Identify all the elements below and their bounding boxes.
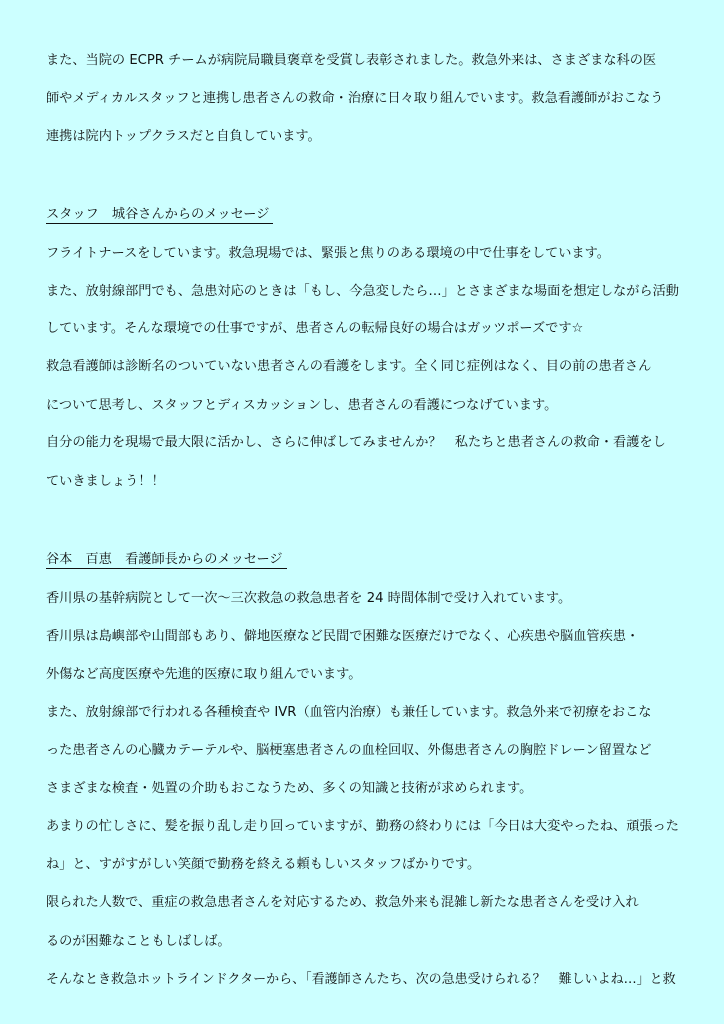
paragraph-line: ね」と、すがすがしい笑顔で勤務を終える頼もしいスタッフばかりです。 xyxy=(46,857,481,872)
paragraph-line: また、放射線部で行われる各種検査や IVR（血管内治療）も兼任しています。救急外来で初療をおこな xyxy=(46,705,652,720)
paragraph-line: そんなとき救急ホットラインドクターから、「看護師さんたち、次の急患受けられる？ 難しいよね…」と救 xyxy=(46,972,676,987)
paragraph-line: さまざまな検査・処置の介助もおこなうため、多くの知識と技術が求められます。 xyxy=(46,781,533,796)
paragraph-line: 師やメディカルスタッフと連携し患者さんの救命・治療に日々取り組んでいます。救急看護師がおこなう xyxy=(46,91,664,106)
paragraph-line: 外傷など高度医療や先進的医療に取り組んでいます。 xyxy=(46,667,362,682)
paragraph-line: 香川県の基幹病院として一次～三次救急の救急患者を 24 時間体制で受け入れています。 xyxy=(46,591,572,606)
paragraph-line: について思考し、スタッフとディスカッションし、患者さんの看護につなげています。 xyxy=(46,398,558,413)
paragraph-line: あまりの忙しさに、髪を振り乱し走り回っていますが、勤務の終わりには「今日は大変やったね、頑張った xyxy=(46,819,679,834)
paragraph-line: 連携は院内トップクラスだと自負しています。 xyxy=(46,129,321,144)
paragraph-line: また、当院の ECPR チームが病院局職員褒章を受賞し表彰されました。救急外来は、さまざまな科の医 xyxy=(46,53,657,68)
paragraph-line: 自分の能力を現場で最大限に活かし、さらに伸ばしてみませんか？ 私たちと患者さんの救命・看護をし xyxy=(46,435,666,450)
paragraph-line: また、放射線部門でも、急患対応のときは「もし、今急変したら…」とさまざまな場面を想定しながら活動 xyxy=(46,284,679,299)
paragraph-line: フライトナースをしています。救急現場では、緊張と焦りのある環境の中で仕事をしています。 xyxy=(46,246,610,261)
paragraph-line: ていきましょう！！ xyxy=(46,474,165,489)
paragraph-line: るのが困難なこともしばしば。 xyxy=(46,934,231,949)
section-heading-staff-message: スタッフ 城谷さんからのメッセージ xyxy=(46,207,273,224)
paragraph-line: った患者さんの心臓カテーテルや、脳梗塞患者さんの血栓回収、外傷患者さんの胸腔ドレーン留置など xyxy=(46,743,652,758)
paragraph-line: 限られた人数で、重症の救急患者さんを対応するため、救急外来も混雑し新たな患者さんを受け入れ xyxy=(46,895,639,910)
paragraph-line: 香川県は島嶼部や山間部もあり、僻地医療など民間で困難な医療だけでなく、心疾患や脳血管疾患・ xyxy=(46,629,640,644)
paragraph-line: 救急看護師は診断名のついていない患者さんの看護をします。全く同じ症例はなく、目の前の患者さん xyxy=(46,359,652,374)
paragraph-line: しています。そんな環境での仕事ですが、患者さんの転帰良好の場合はガッツポーズです☆ xyxy=(46,321,584,336)
section-heading-head-nurse-message: 谷本 百恵 看護師長からのメッセージ xyxy=(46,552,287,569)
